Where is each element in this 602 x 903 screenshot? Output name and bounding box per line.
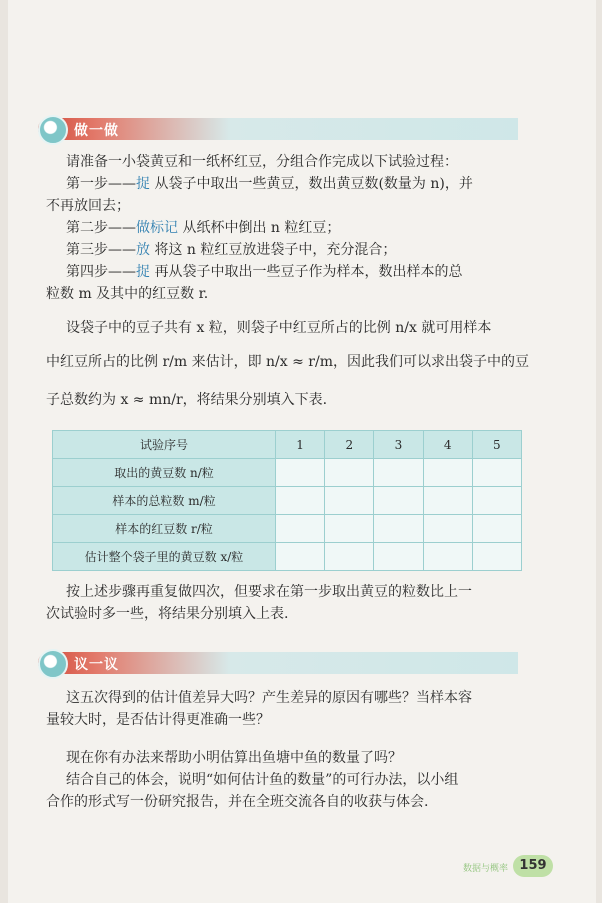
page-number: 159: [513, 855, 553, 877]
discussion-line-4: 结合自己的体会，说明“如何估计鱼的数量”的可行办法，以小组: [66, 772, 459, 788]
table-cell[interactable]: [423, 459, 472, 487]
table-cell[interactable]: [472, 543, 521, 571]
discussion-line-1: 这五次得到的估计值差异大吗？产生差异的原因有哪些？当样本容: [66, 690, 472, 706]
step-prefix: 第一步——: [66, 176, 136, 192]
step-tag: 放: [136, 242, 150, 258]
table-cell[interactable]: [325, 543, 374, 571]
row-label: 取出的黄豆数 n/粒: [53, 459, 276, 487]
discussion-line-3: 现在你有办法来帮助小明估算出鱼塘中鱼的数量了吗？: [66, 750, 402, 766]
section1-title: 做一做: [74, 123, 119, 139]
section2-title: 议一议: [74, 657, 119, 673]
step-1: [66, 174, 546, 194]
step-tag: 做标记: [136, 220, 178, 236]
para-ratio-3: 子总数约为 x ≈ mn/r，将结果分别填入下表.: [46, 392, 328, 408]
step-tag: 捉: [136, 264, 150, 280]
table-cell[interactable]: [276, 487, 325, 515]
step-text: 从纸杯中倒出 n 粒红豆；: [178, 220, 341, 236]
after-table-line-2: 次试验时多一些，将结果分别填入上表.: [46, 606, 289, 622]
step-2: [66, 218, 546, 238]
intro-line: 请准备一小袋黄豆和一纸杯红豆，分组合作完成以下试验过程：: [66, 154, 458, 170]
table-header-cell: 1: [276, 431, 325, 459]
step-text: 再从袋子中取出一些豆子作为样本，数出样本的总: [150, 264, 463, 280]
table-cell[interactable]: [325, 515, 374, 543]
table-header-cell: 2: [325, 431, 374, 459]
table-cell[interactable]: [423, 515, 472, 543]
table-cell[interactable]: [423, 543, 472, 571]
row-label: 样本的红豆数 r/粒: [53, 515, 276, 543]
step-tag: 捉: [136, 176, 150, 192]
table-cell[interactable]: [325, 487, 374, 515]
table-cell[interactable]: [472, 487, 521, 515]
table-cell[interactable]: [374, 459, 423, 487]
table-cell[interactable]: [276, 459, 325, 487]
step-prefix: 第二步——: [66, 220, 136, 236]
textbook-page: [8, 0, 596, 903]
table-header-row: [53, 431, 522, 459]
step-3: [66, 240, 546, 260]
table-cell[interactable]: [374, 515, 423, 543]
step-text: 将这 n 粒红豆放进袋子中，充分混合；: [150, 242, 397, 258]
after-table-line-1: 按上述步骤再重复做四次，但要求在第一步取出黄豆的粒数比上一: [66, 584, 472, 600]
table-row: [53, 515, 522, 543]
step-text: 从袋子中取出一些黄豆，数出黄豆数(数量为 n)，并: [150, 176, 473, 192]
step-prefix: 第四步——: [66, 264, 136, 280]
table-cell[interactable]: [423, 487, 472, 515]
table-row: [53, 543, 522, 571]
para-ratio-1: 设袋子中的豆子共有 x 粒，则袋子中红豆所占的比例 n/x 就可用样本: [66, 320, 492, 336]
step-prefix: 第三步——: [66, 242, 136, 258]
table-cell[interactable]: [374, 543, 423, 571]
table-header-cell: 试验序号: [53, 431, 276, 459]
step-4-cont: 粒数 m 及其中的红豆数 r.: [46, 286, 209, 302]
table-header-cell: 4: [423, 431, 472, 459]
trial-table: [52, 430, 522, 571]
para-ratio-2: 中红豆所占的比例 r/m 来估计，即 n/x ≈ r/m，因此我们可以求出袋子中的豆: [46, 354, 529, 370]
table-cell[interactable]: [374, 487, 423, 515]
table-cell[interactable]: [276, 543, 325, 571]
chapter-label: 数据与概率: [463, 864, 509, 874]
step-1-cont: 不再放回去；: [46, 198, 130, 214]
table-row: [53, 487, 522, 515]
section-badge-icon: [38, 115, 68, 145]
discussion-line-5: 合作的形式写一份研究报告，并在全班交流各自的收获与体会.: [46, 794, 429, 810]
discussion-line-2: 量较大时，是否估计得更准确一些？: [46, 712, 270, 728]
row-label: 估计整个袋子里的黄豆数 x/粒: [53, 543, 276, 571]
step-4: [66, 262, 546, 282]
section-badge-icon: [38, 649, 68, 679]
table-row: [53, 459, 522, 487]
row-label: 样本的总粒数 m/粒: [53, 487, 276, 515]
table-cell[interactable]: [472, 459, 521, 487]
table-cell[interactable]: [325, 459, 374, 487]
table-header-cell: 5: [472, 431, 521, 459]
table-cell[interactable]: [276, 515, 325, 543]
table-cell[interactable]: [472, 515, 521, 543]
table-header-cell: 3: [374, 431, 423, 459]
